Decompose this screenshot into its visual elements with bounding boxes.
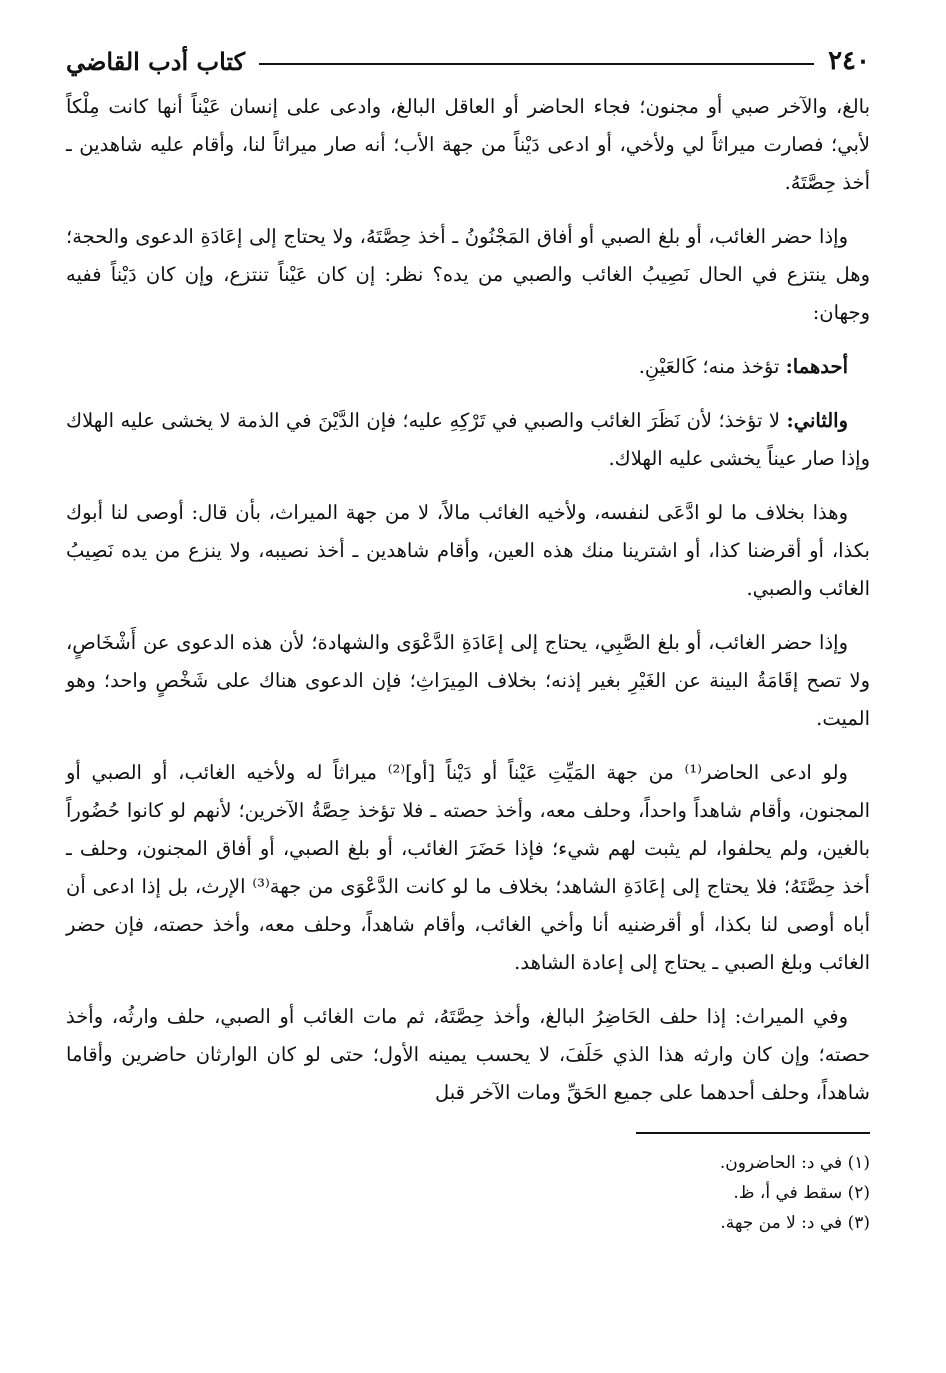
paragraph-5: وهذا بخلاف ما لو ادَّعَى لنفسه، ولأخيه الغائب مالاً، لا من جهة الميراث، بأن قال: أوصى لنا أبوك بكذا، أو أقرضنا كذا، أو اشترينا منك هذه العين، وأقام شاهدين ـ أخذ نصيبه، ولا ينزع من يده نَصِيبُ الغائب والصبي. bbox=[66, 501, 870, 600]
paragraph-8: وفي الميراث: إذا حلف الحَاضِرُ البالغ، وأخذ حِصَّتَهُ، ثم مات الغائب أو الصبي، حلف وارثُه، وأخذ حصته؛ وإن كان وارثه هذا الذي حَلَفَ، لا يحسب يمينه الأول؛ حتى لو كان الوارثان حاضرين وأقاما شاهداً، وحلف أحدهما على جميع الحَقِّ ومات الآخر قبل bbox=[66, 1005, 870, 1104]
footnotes bbox=[66, 1148, 870, 1238]
footnote-rule bbox=[636, 1132, 870, 1134]
paragraph-4-lead: والثاني: bbox=[786, 409, 848, 432]
paragraph-2: وإذا حضر الغائب، أو بلغ الصبي أو أفاق المَجْنُونُ ـ أخذ حِصَّتَهُ، ولا يحتاج إلى إعَادَةِ الدعوى والحجة؛ وهل ينتزع في الحال نَصِيبُ الغائب والصبي من يده؟ نظر: إن كان عَيْناً تنتزع، وإن كان دَيْناً ففيه وجهان: bbox=[66, 225, 870, 324]
paragraph-3-lead: أحدهما: bbox=[785, 355, 848, 378]
footnote-1: (١) في د: الحاضرون. bbox=[719, 1153, 870, 1173]
paragraph-4 bbox=[66, 402, 870, 478]
header-rule bbox=[259, 63, 814, 65]
paragraph-3 bbox=[66, 348, 870, 386]
paragraph-4-text: لا تؤخذ؛ لأن نَظَرَ الغائب والصبي في تَرْكِهِ عليه؛ فإن الدَّيْنَ في الذمة لا يخشى عليه الهلاك وإذا صار عيناً يخشى عليه الهلاك. bbox=[66, 409, 870, 470]
running-header bbox=[66, 40, 870, 82]
paragraph-6: وإذا حضر الغائب، أو بلغ الصَّبِي، يحتاج إلى إعَادَةِ الدَّعْوَى والشهادة؛ لأن هذه الدعوى عن أَشْخَاصٍ، ولا تصح إقَامَةُ البينة عن الغَيْرِ بغير إذنه؛ بخلاف المِيرَاثِ؛ فإن الدعوى هناك على شَخْصٍ واحد؛ وهو الميت. bbox=[66, 631, 870, 730]
footnote-2: (٢) سقط في أ، ظ. bbox=[733, 1183, 870, 1203]
footnote-3: (٣) في د: لا من جهة. bbox=[720, 1213, 870, 1233]
paragraph-7: ولو ادعى الحاضر⁽¹⁾ من جهة المَيِّتِ عَيْناً أو دَيْناً [أو]⁽²⁾ ميراثاً له ولأخيه الغائب، أو الصبي أو المجنون، وأقام شاهداً واحداً، وحلف معه، وأخذ حصته ـ فلا تؤخذ حِصَّةُ الآخرين؛ لأنهم لو كانوا حُضُوراً بالغين، ولم يحلفوا، لم يثبت لهم شيء؛ فإذا حَضَرَ الغائب، أو بلغ الصبي، أو أفاق المجنون، وحلف ـ أخذ حِصَّتَهُ؛ فلا يحتاج إلى إعَادَةِ الشاهد؛ بخلاف ما لو كانت الدَّعْوَى من جهة⁽³⁾ الإرث، بل إذا ادعى أن أباه أوصى لنا بكذا، أو أقرضنيه أنا وأخي الغائب، وأقام شاهداً، وحلف معه، وأخذ حصته، فإن حضر الغائب وبلغ الصبي ـ يحتاج إلى إعادة الشاهد. bbox=[66, 761, 870, 974]
body-text bbox=[66, 88, 870, 1112]
book-title: كتاب أدب القاضي bbox=[66, 46, 246, 76]
page-number: ٢٤٠ bbox=[828, 46, 870, 76]
paragraph-3-text: تؤخذ منه؛ كَالعَيْنِ. bbox=[638, 355, 786, 378]
paragraph-1: بالغ، والآخر صبي أو مجنون؛ فجاء الحاضر أو العاقل البالغ، وادعى على إنسان عَيْناً أنها كانت مِلْكاً لأبي؛ فصارت ميراثاً لي ولأخي، أو ادعى دَيْناً من جهة الأب؛ أنه صار ميراثاً لنا، وأقام عليه شاهدين ـ أخذ حِصَّتَهُ. bbox=[66, 95, 870, 194]
